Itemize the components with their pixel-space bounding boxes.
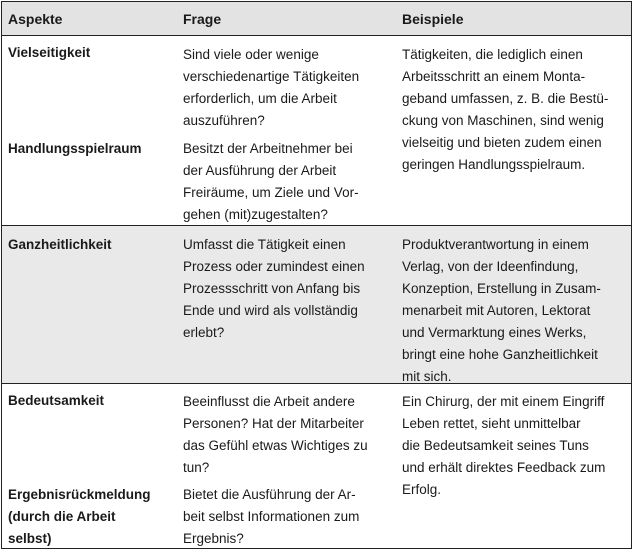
frage-line: Sind viele oder wenige [183, 47, 319, 62]
beispiel-line: Verlag, von der Ideenfindung, [402, 259, 579, 274]
frage-ganzheitlichkeit [183, 234, 393, 344]
beispiel-line: Arbeitsschritt an einem Monta- [402, 69, 586, 84]
beispiel-1 [402, 44, 630, 176]
frage-line: Ergebnis? [183, 531, 244, 546]
beispiel-2 [402, 234, 630, 388]
beispiel-line: und erhält direktes Feedback zum [402, 460, 606, 475]
beispiel-line: menarbeit mit Autoren, Lektorat [402, 303, 591, 318]
aspekt-ganzheitlichkeit [8, 234, 176, 256]
beispiel-line: geband umfassen, z. B. die Bestü- [402, 91, 609, 106]
frage-line: erlebt? [183, 325, 225, 340]
aspekt-line: (durch die Arbeit [8, 509, 116, 524]
aspekt-line: Ganzheitlichkeit [8, 237, 112, 252]
frage-line: Freiräume, um Ziele und Vor- [183, 185, 359, 200]
aspekt-vielseitigkeit [8, 42, 176, 64]
table-group-1 [2, 36, 631, 225]
beispiel-line: Konzeption, Erstellung in Zusam- [402, 281, 601, 296]
frage-handlungsspielraum [183, 138, 393, 226]
frage-line: Prozessschritt von Anfang bis [183, 281, 361, 296]
table-frame [1, 1, 632, 549]
beispiel-line: bringt eine hohe Ganzheitlichkeit [402, 347, 598, 362]
beispiel-line: geringen Handlungsspielraum. [402, 157, 586, 172]
beispiel-line: Ein Chirurg, der mit einem Eingriff [402, 394, 605, 409]
frage-line: auszuführen? [183, 113, 265, 128]
frage-ergebnisrueckmeldung [183, 484, 393, 549]
frage-line: Besitzt der Arbeitnehmer bei [183, 141, 353, 156]
frage-line: beit selbst Informationen zum [183, 509, 360, 524]
frage-line: Personen? Hat der Mitarbeiter [183, 416, 364, 431]
aspekt-bedeutsamkeit [8, 390, 176, 412]
beispiel-line: Produktverantwortung in einem [402, 237, 589, 252]
beispiel-line: Tätigkeiten, die lediglich einen [402, 47, 583, 62]
frage-line: der Ausführung der Arbeit [183, 163, 337, 178]
beispiel-3 [402, 391, 630, 501]
frage-vielseitigkeit [183, 44, 393, 132]
frage-line: Beeinflusst die Arbeit andere [183, 394, 355, 409]
aspekt-line: Ergebnisrückmeldung [8, 487, 151, 502]
frage-line: Bietet die Ausführung der Ar- [183, 487, 356, 502]
table-group-3 [2, 383, 631, 549]
aspekt-line: Bedeutsamkeit [8, 393, 105, 408]
frage-line: das Gefühl etwas Wichtiges zu [183, 438, 368, 453]
frage-line: gehen (mit)zugestalten? [183, 207, 328, 222]
header-beispiele: Beispiele [402, 11, 464, 27]
header-frage: Frage [183, 11, 222, 27]
frage-line: Umfasst die Tätigkeit einen [183, 237, 346, 252]
table-header [2, 2, 631, 36]
frage-line: verschiedenartige Tätigkeiten [183, 69, 360, 84]
header-aspekte: Aspekte [8, 11, 63, 27]
frage-line: erforderlich, um die Arbeit [183, 91, 337, 106]
beispiel-line: die Bedeutsamkeit seines Tuns [402, 438, 589, 453]
beispiel-line: ckung von Maschinen, sind wenig [402, 113, 604, 128]
beispiel-line: und Vermarktung eines Werks, [402, 325, 587, 340]
aspekt-ergebnisrueckmeldung [8, 484, 176, 549]
frage-line: Ende und wird als vollständig [183, 303, 358, 318]
aspekt-handlungsspielraum [8, 138, 176, 160]
table-group-2 [2, 225, 631, 383]
beispiel-line: mit sich. [402, 369, 452, 384]
frage-line: tun? [183, 460, 210, 475]
beispiel-line: Erfolg. [402, 482, 442, 497]
aspekt-line: selbst) [8, 531, 52, 546]
frage-bedeutsamkeit [183, 391, 393, 479]
aspekt-line: Vielseitigkeit [8, 45, 91, 60]
beispiel-line: vielseitig und bieten zudem einen [402, 135, 602, 150]
beispiel-line: Leben rettet, sieht unmittelbar [402, 416, 581, 431]
frage-line: Prozess oder zumindest einen [183, 259, 365, 274]
aspekt-line: Handlungsspielraum [8, 141, 142, 156]
